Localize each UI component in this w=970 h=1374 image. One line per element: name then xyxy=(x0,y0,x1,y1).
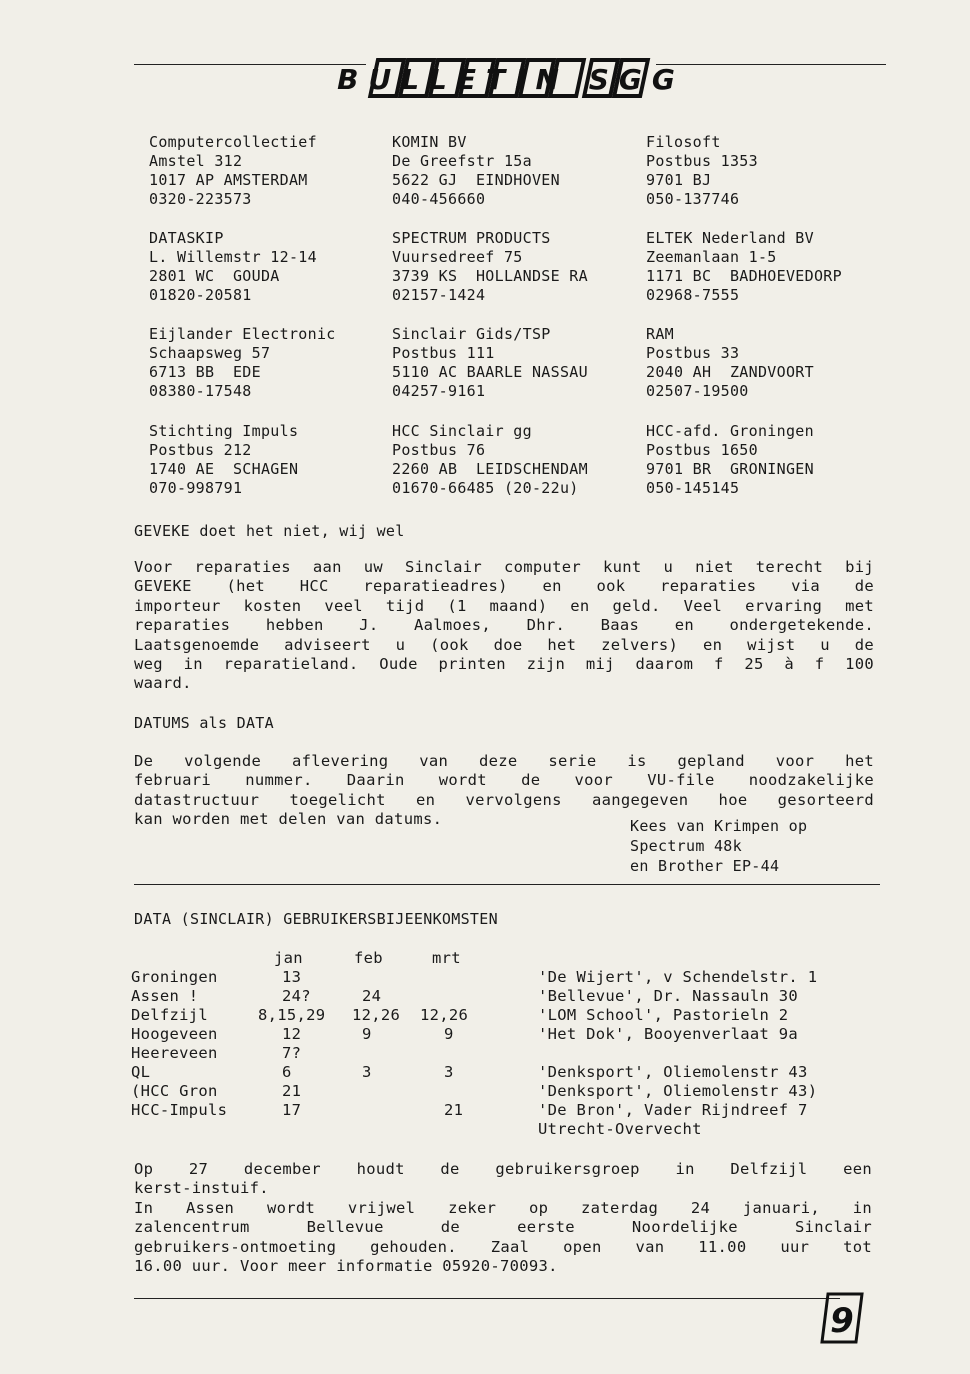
meeting-place-cell: Hoogeveen xyxy=(131,1025,218,1043)
address-line: SPECTRUM PRODUCTS xyxy=(392,229,551,247)
meeting-jan-cell: 8,15,29 xyxy=(258,1006,326,1024)
section3-heading: DATA (SINCLAIR) GEBRUIKERSBIJEENKOMSTEN xyxy=(134,910,498,928)
address-line: 1171 BC BADHOEVEDORP xyxy=(646,267,842,285)
section1-heading: GEVEKE doet het niet, wij wel xyxy=(134,522,405,540)
address-line: 2801 WC GOUDA xyxy=(149,267,280,285)
address-block xyxy=(646,422,814,498)
paragraph-line: Voor reparaties aan uw Sinclair computer kunt u niet terecht bij xyxy=(134,558,874,576)
meeting-place-cell: Groningen xyxy=(131,968,218,986)
meeting-jan-cell: 12 xyxy=(282,1025,302,1043)
address-line: 3739 KS HOLLANDSE RA xyxy=(392,267,588,285)
address-line: 040-456660 xyxy=(392,190,486,208)
meeting-venue-cell: Utrecht-Overvecht xyxy=(538,1120,702,1138)
paragraph-line: kerst-instuif. xyxy=(134,1179,269,1198)
meeting-mrt-cell: 3 xyxy=(444,1063,454,1081)
col-header-feb: feb xyxy=(354,949,383,967)
address-line: 02507-19500 xyxy=(646,382,749,400)
address-block xyxy=(149,422,298,498)
address-line: 0320-223573 xyxy=(149,190,252,208)
paragraph-line: zalencentrum Bellevue de eerste Noordelijke Sinclair xyxy=(134,1218,872,1237)
address-line: 1740 AE SCHAGEN xyxy=(149,460,299,478)
masthead-logo xyxy=(337,50,685,106)
address-line: Filosoft xyxy=(646,133,721,151)
address-block xyxy=(149,229,317,305)
meeting-mrt-cell: 9 xyxy=(444,1025,454,1043)
address-line: 2260 AB LEIDSCHENDAM xyxy=(392,460,588,478)
meeting-feb-cell: 3 xyxy=(362,1063,372,1081)
address-block xyxy=(392,325,588,401)
address-line: Postbus 76 xyxy=(392,441,486,459)
meeting-place-cell: Delfzijl xyxy=(131,1006,209,1024)
address-line: 1017 AP AMSTERDAM xyxy=(149,171,308,189)
address-line: 04257-9161 xyxy=(392,382,486,400)
bottom-rule xyxy=(134,1298,840,1299)
address-line: Computercollectief xyxy=(149,133,317,151)
meeting-jan-cell: 24? xyxy=(282,987,311,1005)
address-line: 6713 BB EDE xyxy=(149,363,261,381)
meeting-mrt-cell: 21 xyxy=(444,1101,464,1119)
address-line: De Greefstr 15a xyxy=(392,152,532,170)
address-line: 02157-1424 xyxy=(392,286,486,304)
address-line: Postbus 1353 xyxy=(646,152,758,170)
address-line: Sinclair Gids/TSP xyxy=(392,325,551,343)
section2-heading: DATUMS als DATA xyxy=(134,714,274,732)
meeting-feb-cell: 9 xyxy=(362,1025,372,1043)
address-line: 01670-66485 (20-22u) xyxy=(392,479,579,497)
address-line: Schaapsweg 57 xyxy=(149,344,271,362)
address-block xyxy=(392,133,560,209)
masthead-title: BULLETIN SGG xyxy=(337,63,685,96)
address-line: Eijlander Electronic xyxy=(149,325,336,343)
paragraph-line: Laatsgenoemde adviseert u (ook doe het zelvers) en wijst u de xyxy=(134,635,874,654)
section1-body xyxy=(134,558,874,694)
meeting-venue-cell: 'Bellevue', Dr. Nassauln 30 xyxy=(538,987,799,1005)
paragraph-line: In Assen wordt vrijwel zeker op zaterdag 24 januari, in xyxy=(134,1198,872,1217)
address-line: HCC Sinclair gg xyxy=(392,422,532,440)
address-line: L. Willemstr 12-14 xyxy=(149,248,317,266)
address-line: 9701 BR GRONINGEN xyxy=(646,460,814,478)
meeting-jan-cell: 7? xyxy=(282,1044,302,1062)
address-line: Postbus 33 xyxy=(646,344,740,362)
address-line: KOMIN BV xyxy=(392,133,467,151)
page-number-badge xyxy=(820,1292,864,1344)
meeting-place-cell: HCC-Impuls xyxy=(131,1101,228,1119)
meeting-mrt-cell: 12,26 xyxy=(420,1006,469,1024)
meeting-place-cell: QL xyxy=(131,1063,151,1081)
address-line: Zeemanlaan 1-5 xyxy=(646,248,777,266)
address-line: 5622 GJ EINDHOVEN xyxy=(392,171,560,189)
address-line: Vuursedreef 75 xyxy=(392,248,523,266)
paragraph-line: februari nummer. Daarin wordt de voor VU-file noodzakelijke xyxy=(134,771,874,790)
address-block xyxy=(646,229,842,305)
address-line: 08380-17548 xyxy=(149,382,252,400)
address-line: 9701 BJ xyxy=(646,171,712,189)
address-line: 070-998791 xyxy=(149,479,243,497)
meeting-venue-cell: 'Denksport', Oliemolenstr 43 xyxy=(538,1063,808,1081)
address-line: HCC-afd. Groningen xyxy=(646,422,814,440)
paragraph-line: gebruikers-ontmoeting gehouden. Zaal open van 11.00 uur tot xyxy=(134,1237,872,1256)
meeting-feb-cell: 24 xyxy=(362,987,382,1005)
meeting-venue-cell: 'Het Dok', Booyenverlaat 9a xyxy=(538,1025,799,1043)
address-block xyxy=(392,229,588,305)
address-line: Postbus 1650 xyxy=(646,441,758,459)
meeting-jan-cell: 21 xyxy=(282,1082,302,1100)
meeting-place-cell: Heereveen xyxy=(131,1044,218,1062)
address-line: 2040 AH ZANDVOORT xyxy=(646,363,814,381)
paragraph-line: GEVEKE (het HCC reparatieadres) en ook reparaties via de xyxy=(134,577,874,596)
address-line: 5110 AC BAARLE NASSAU xyxy=(392,363,588,381)
address-line: ELTEK Nederland BV xyxy=(646,229,814,247)
paragraph-line: weg in reparatieland. Oude printen zijn mij daarom f 25 à f 100 xyxy=(134,655,874,674)
meeting-jan-cell: 17 xyxy=(282,1101,302,1119)
col-header-jan: jan xyxy=(274,949,303,967)
section-divider xyxy=(134,884,880,885)
address-line: Stichting Impuls xyxy=(149,422,299,440)
paragraph-line: Op 27 december houdt de gebruikersgroep in Delfzijl een xyxy=(134,1160,872,1178)
address-line: Postbus 212 xyxy=(149,441,252,459)
paragraph-line: reparaties hebben J. Aalmoes, Dhr. Baas en ondergetekende. xyxy=(134,616,874,635)
address-line: Postbus 111 xyxy=(392,344,495,362)
address-line: 01820-20581 xyxy=(149,286,252,304)
address-line: DATASKIP xyxy=(149,229,224,247)
meeting-venue-cell: 'Denksport', Oliemolenstr 43) xyxy=(538,1082,818,1100)
page-number: 9 xyxy=(830,1301,854,1341)
paragraph-line: De volgende aflevering van deze serie is gepland voor het xyxy=(134,752,874,770)
meeting-venue-cell: 'De Bron', Vader Rijndreef 7 xyxy=(538,1101,808,1119)
signature-line: en Brother EP-44 xyxy=(630,857,780,875)
address-line: 050-137746 xyxy=(646,190,740,208)
meeting-feb-cell: 12,26 xyxy=(352,1006,401,1024)
paragraph-line: kan worden met delen van datums. xyxy=(134,810,443,829)
col-header-mrt: mrt xyxy=(432,949,461,967)
address-block xyxy=(646,133,758,209)
signature-line: Spectrum 48k xyxy=(630,837,742,855)
paragraph-line: datastructuur toegelicht en vervolgens aangegeven hoe gesorteerd xyxy=(134,790,874,809)
meeting-jan-cell: 6 xyxy=(282,1063,292,1081)
address-line: 02968-7555 xyxy=(646,286,740,304)
address-block xyxy=(149,325,336,401)
address-block xyxy=(392,422,588,498)
address-block xyxy=(646,325,814,401)
address-block xyxy=(149,133,317,209)
meeting-venue-cell: 'De Wijert', v Schendelstr. 1 xyxy=(538,968,818,986)
address-line: 050-145145 xyxy=(646,479,740,497)
meeting-place-cell: (HCC Gron xyxy=(131,1082,218,1100)
address-line: Amstel 312 xyxy=(149,152,243,170)
paragraph-line: 16.00 uur. Voor meer informatie 05920-70093. xyxy=(134,1257,558,1276)
section3-body xyxy=(134,1160,872,1276)
paragraph-line: waard. xyxy=(134,674,192,693)
address-line: RAM xyxy=(646,325,674,343)
paragraph-line: importeur kosten veel tijd (1 maand) en geld. Veel ervaring met xyxy=(134,596,874,615)
signature-line: Kees van Krimpen op xyxy=(630,817,808,835)
meeting-jan-cell: 13 xyxy=(282,968,302,986)
meeting-venue-cell: 'LOM School', Pastorieln 2 xyxy=(538,1006,789,1024)
bulletin-sgg-logo xyxy=(337,50,685,106)
meeting-place-cell: Assen ! xyxy=(131,987,199,1005)
